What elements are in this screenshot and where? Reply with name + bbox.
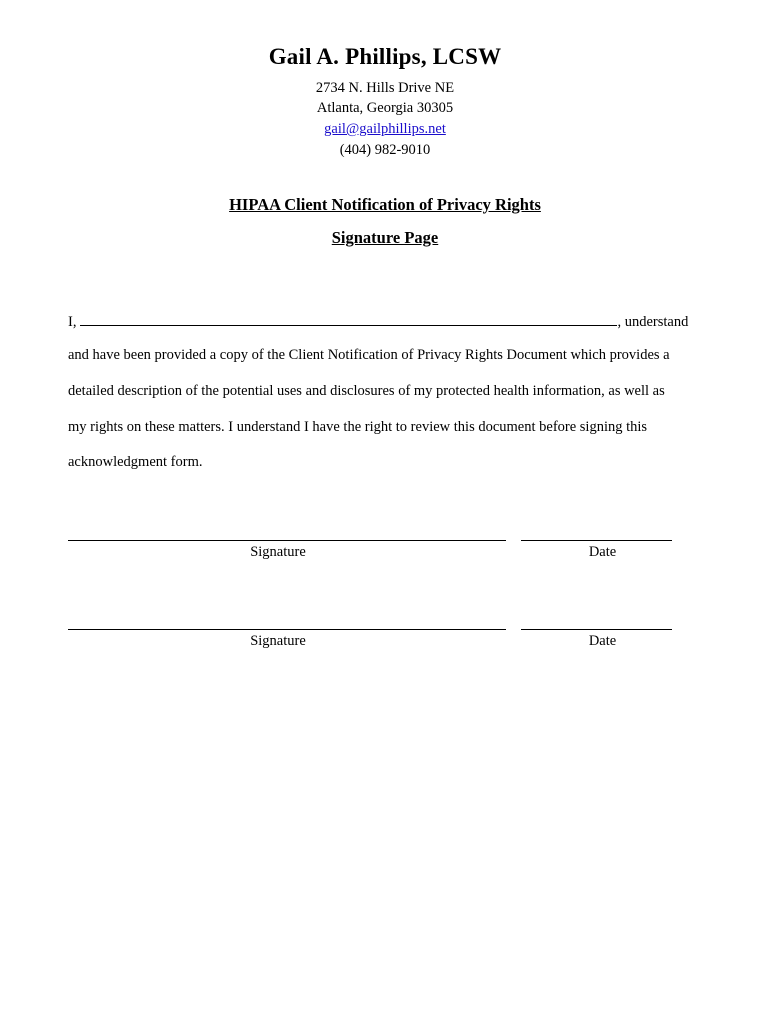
date-line-2[interactable] [521, 629, 672, 630]
address-city: Atlanta, Georgia 30305 [316, 100, 454, 116]
signature-label-2: Signature [250, 633, 306, 649]
acknowledgment-line-4: my rights on these matters. I understand I have the right to review this document before signing this [68, 419, 648, 435]
acknowledgment-line-5: acknowledgment form. [68, 454, 203, 470]
signature-label-1: Signature [250, 544, 306, 560]
date-label-1: Date [588, 544, 617, 560]
document-subtitle: Signature Page [331, 228, 439, 247]
line1-prefix: I, [68, 314, 77, 330]
acknowledgment-line-2: and have been provided a copy of the Client Notification of Privacy Rights Document which provides a [68, 347, 670, 363]
email-link[interactable]: gail@gailphillips.net [324, 121, 446, 137]
date-line-1[interactable] [521, 540, 672, 541]
acknowledgment-line-1 [68, 311, 688, 331]
phone-number: (404) 982-9010 [339, 142, 431, 158]
date-label-2: Date [588, 633, 617, 649]
document-title: HIPAA Client Notification of Privacy Rights [229, 195, 541, 214]
email-row [0, 119, 770, 139]
client-name-blank[interactable] [80, 311, 617, 326]
practitioner-name: Gail A. Phillips, LCSW [268, 44, 502, 69]
address-street: 2734 N. Hills Drive NE [315, 80, 455, 96]
line1-suffix: , understand [617, 314, 689, 330]
signature-line-2[interactable] [68, 629, 506, 630]
acknowledgment-line-3: detailed description of the potential uses and disclosures of my protected health information, as well as [68, 383, 665, 399]
signature-line-1[interactable] [68, 540, 506, 541]
